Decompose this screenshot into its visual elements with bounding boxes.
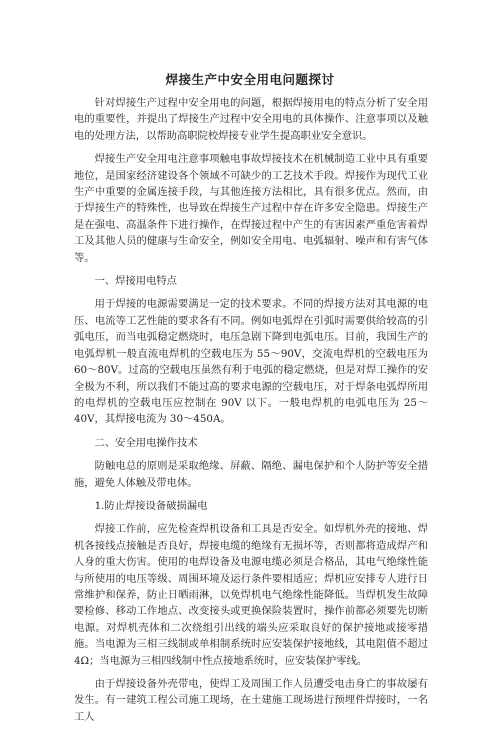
abstract-paragraph: 针对焊接生产过程中安全用电的问题，根据焊接用电的特点分析了安全用电的重要性，并提出了焊接生产过程中安全用电的具体操作、注意事项以及触电的处理方法，以帮助高职院校焊接专业学生提高职业安全意识。 [74,97,428,142]
document-body [74,95,428,732]
document-title: 焊接生产中安全用电问题探讨 [165,72,335,87]
section-heading-1: 一、焊接用电特点 [94,275,177,288]
subsection-1-paragraph: 焊接工作前，应先检查焊机设备和工具是否安全。如焊机外壳的接地、焊机各接线点接触是否良好，焊接电缆的绝缘有无损坏等，否则都将造成焊产和人身的重大伤害。使用的电焊设备及电源电缆必须是合格品，其电气绝缘性能与所使用的电压等级、周围环境及运行条件要相适应；焊机应安排专人进行日常维护和保养，防止日晒雨淋，以免焊机电气绝缘性能降低。当焊机发生故障要检修、移动工作地点、改变接头或更换保险装置时，操作前都必须要先切断电源。对焊机壳体和二次绕组引出线的端头应采取良好的保护接地或接零措施。当电源为三相三线制或单相制系统时应安装保护接地线，其电阻值不超过 4Ω；当电源为三相四线制中性点接地系统时，应安装保护零线。 [74,523,428,667]
section-2-paragraph: 防触电总的原则是采取绝缘、屏蔽、隔绝、漏电保护和个人防护等安全措施，避免人体触及带电体。 [74,460,428,489]
section-1-paragraph: 用于焊接的电源需要满足一定的技术要求。不同的焊接方法对其电源的电压、电流等工艺性能的要求各有不同。例如电弧焊在引弧时需要供给较高的引弧电压，而当电弧稳定燃烧时，电压急剧下降到电弧电压。目前，我国生产的电弧焊机一般直流电焊机的空载电压为 55～90V，交流电焊机的空载电压为 60～80V。过高的空载电压虽然有利于电弧的稳定燃烧，但是对焊工操作的安全极为不利，所以我们不能过高的要求电源的空载电压，对于焊条电弧焊所用的电焊机的空载电压应控制在 90V 以下。一般电焊机的电弧电压为 25～40V，其焊接电流为 30～450A。 [74,298,428,426]
subsection-heading-1: 1.防止焊接设备破损漏电 [94,499,208,512]
section-heading-2: 二、安全用电操作技术 [94,436,198,449]
subsection-1-paragraph-2: 由于焊接设备外壳带电，使焊工及周围工作人员遭受电击身亡的事故屡有发生。有一建筑工程公司施工现场，在土建施工现场进行预埋件焊接时，一名工人 [74,678,428,723]
intro-paragraph: 焊接生产安全用电注意事项触电事故焊接技术在机械制造工业中具有重要地位，是国家经济建设各个领域不可缺少的工艺技术手段。焊接作为现代工业生产中重要的金属连接手段，与其他连接方法相比，具有很多优点。然而，由于焊接生产的特殊性，也导致在焊接生产过程中存在许多安全隐患。焊接生产是在强电、高温条件下进行操作，在焊接过程中产生的有害因素严重危害着焊工及其他人员的健康与生命安全，例如安全用电、电弧辐射、噪声和有害气体等。 [74,153,428,264]
